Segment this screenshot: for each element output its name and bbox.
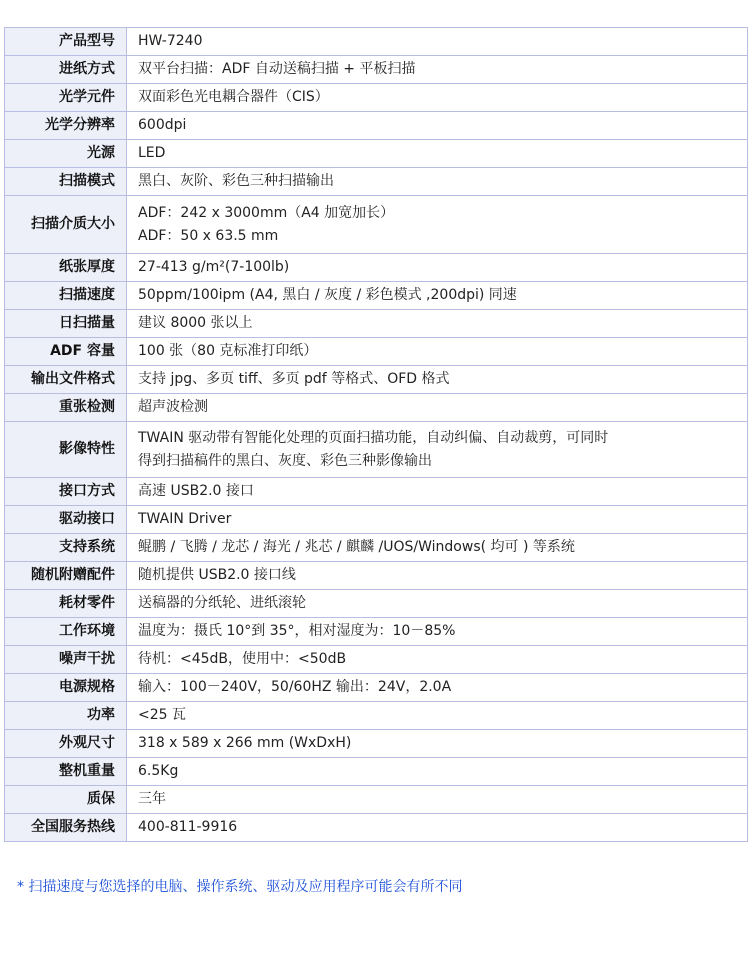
spec-row	[5, 112, 748, 140]
spec-label: 进纸方式	[5, 56, 127, 84]
spec-value	[127, 562, 748, 590]
spec-label: 光源	[5, 140, 127, 168]
spec-label: 随机附赠配件	[5, 562, 127, 590]
spec-row	[5, 478, 748, 506]
spec-value	[127, 56, 748, 84]
spec-value-line: 黑白、灰阶、彩色三种扫描输出	[138, 173, 334, 189]
spec-value-line: 600dpi	[138, 117, 187, 133]
spec-row	[5, 394, 748, 422]
spec-row	[5, 56, 748, 84]
spec-table	[4, 27, 748, 842]
spec-value-line: 温度为：摄氏 10°到 35°，相对湿度为：10－85%	[138, 623, 456, 639]
spec-row	[5, 758, 748, 786]
spec-value-line: 高速 USB2.0 接口	[138, 483, 254, 499]
spec-value	[127, 366, 748, 394]
spec-value	[127, 168, 748, 196]
spec-label: 工作环境	[5, 618, 127, 646]
spec-value	[127, 702, 748, 730]
spec-value	[127, 506, 748, 534]
spec-row	[5, 338, 748, 366]
spec-value-line: 随机提供 USB2.0 接口线	[138, 567, 296, 583]
spec-value-line: 100 张（80 克标准打印纸）	[138, 343, 318, 359]
spec-label: 驱动接口	[5, 506, 127, 534]
spec-row	[5, 506, 748, 534]
spec-value	[127, 422, 748, 478]
spec-value-line: 输入：100－240V，50/60HZ 输出：24V，2.0A	[138, 679, 452, 695]
spec-value-line: 50ppm/100ipm (A4, 黑白 / 灰度 / 彩色模式 ,200dpi) 同速	[138, 287, 517, 303]
spec-value	[127, 534, 748, 562]
spec-row	[5, 534, 748, 562]
spec-value	[127, 814, 748, 842]
spec-row	[5, 196, 748, 254]
spec-label: 重张检测	[5, 394, 127, 422]
spec-value	[127, 730, 748, 758]
spec-value-line: 得到扫描稿件的黑白、灰度、彩色三种影像输出	[138, 452, 432, 469]
spec-row	[5, 646, 748, 674]
spec-value-line: LED	[138, 145, 166, 161]
spec-value-line: ADF：242 x 3000mm（A4 加宽加长）	[138, 204, 395, 221]
spec-row	[5, 730, 748, 758]
spec-label: 扫描介质大小	[5, 196, 127, 254]
spec-row	[5, 282, 748, 310]
spec-value-line: 400-811-9916	[138, 819, 238, 835]
spec-label: 输出文件格式	[5, 366, 127, 394]
spec-value	[127, 310, 748, 338]
spec-label: 支持系统	[5, 534, 127, 562]
spec-label: 整机重量	[5, 758, 127, 786]
spec-value	[127, 338, 748, 366]
spec-row	[5, 786, 748, 814]
spec-label: 电源规格	[5, 674, 127, 702]
spec-value	[127, 478, 748, 506]
spec-row	[5, 28, 748, 56]
spec-value	[127, 282, 748, 310]
spec-value	[127, 394, 748, 422]
spec-value	[127, 758, 748, 786]
spec-label: 影像特性	[5, 422, 127, 478]
spec-label: 产品型号	[5, 28, 127, 56]
spec-value	[127, 254, 748, 282]
spec-value-line: TWAIN 驱动带有智能化处理的页面扫描功能，自动纠偏、自动裁剪，可同时	[138, 429, 609, 446]
spec-value	[127, 590, 748, 618]
spec-value-line: 超声波检测	[138, 399, 208, 415]
spec-label: 耗材零件	[5, 590, 127, 618]
spec-row	[5, 168, 748, 196]
spec-label: 扫描模式	[5, 168, 127, 196]
spec-label: 功率	[5, 702, 127, 730]
spec-value-line: 建议 8000 张以上	[138, 315, 253, 331]
spec-value-line: ADF：50 x 63.5 mm	[138, 227, 279, 244]
spec-value-line: 三年	[138, 791, 166, 807]
spec-value	[127, 618, 748, 646]
spec-row	[5, 814, 748, 842]
spec-label: 外观尺寸	[5, 730, 127, 758]
spec-value	[127, 84, 748, 112]
spec-value-line: 318 x 589 x 266 mm (WxDxH)	[138, 735, 352, 751]
spec-row	[5, 310, 748, 338]
spec-value	[127, 28, 748, 56]
spec-value-line: 待机：<45dB，使用中：<50dB	[138, 651, 347, 667]
spec-value-line: 支持 jpg、多页 tiff、多页 pdf 等格式、OFD 格式	[138, 371, 450, 387]
spec-value-line: 6.5Kg	[138, 763, 179, 779]
spec-row	[5, 84, 748, 112]
spec-value-line: <25 瓦	[138, 707, 186, 723]
spec-row	[5, 562, 748, 590]
spec-value	[127, 140, 748, 168]
spec-value	[127, 112, 748, 140]
spec-value	[127, 674, 748, 702]
spec-label: 全国服务热线	[5, 814, 127, 842]
spec-value	[127, 786, 748, 814]
spec-label: 纸张厚度	[5, 254, 127, 282]
spec-value	[127, 646, 748, 674]
spec-value-line: 送稿器的分纸轮、进纸滚轮	[138, 595, 306, 611]
spec-label: 日扫描量	[5, 310, 127, 338]
spec-row	[5, 590, 748, 618]
spec-row	[5, 140, 748, 168]
spec-label: 扫描速度	[5, 282, 127, 310]
spec-label: 接口方式	[5, 478, 127, 506]
spec-label: 噪声干扰	[5, 646, 127, 674]
spec-value-line: 双平台扫描：ADF 自动送稿扫描 + 平板扫描	[138, 61, 416, 77]
footnote: * 扫描速度与您选择的电脑、操作系统、驱动及应用程序可能会有所不同	[17, 879, 463, 895]
spec-label: 光学分辨率	[5, 112, 127, 140]
spec-row	[5, 702, 748, 730]
spec-row	[5, 366, 748, 394]
spec-value-line: 27-413 g/m²(7-100lb)	[138, 259, 290, 275]
spec-value-line: TWAIN Driver	[138, 511, 232, 527]
spec-value-line: 双面彩色光电耦合器件（CIS）	[138, 89, 329, 105]
spec-label: ADF 容量	[5, 338, 127, 366]
spec-label: 光学元件	[5, 84, 127, 112]
spec-value	[127, 196, 748, 254]
spec-table-body	[5, 28, 748, 842]
spec-row	[5, 674, 748, 702]
spec-row	[5, 422, 748, 478]
spec-value-line: 鲲鹏 / 飞腾 / 龙芯 / 海光 / 兆芯 / 麒麟 /UOS/Windows( 均可 ) 等系统	[138, 539, 575, 555]
spec-row	[5, 254, 748, 282]
spec-label: 质保	[5, 786, 127, 814]
spec-value-line: HW-7240	[138, 33, 203, 49]
spec-row	[5, 618, 748, 646]
